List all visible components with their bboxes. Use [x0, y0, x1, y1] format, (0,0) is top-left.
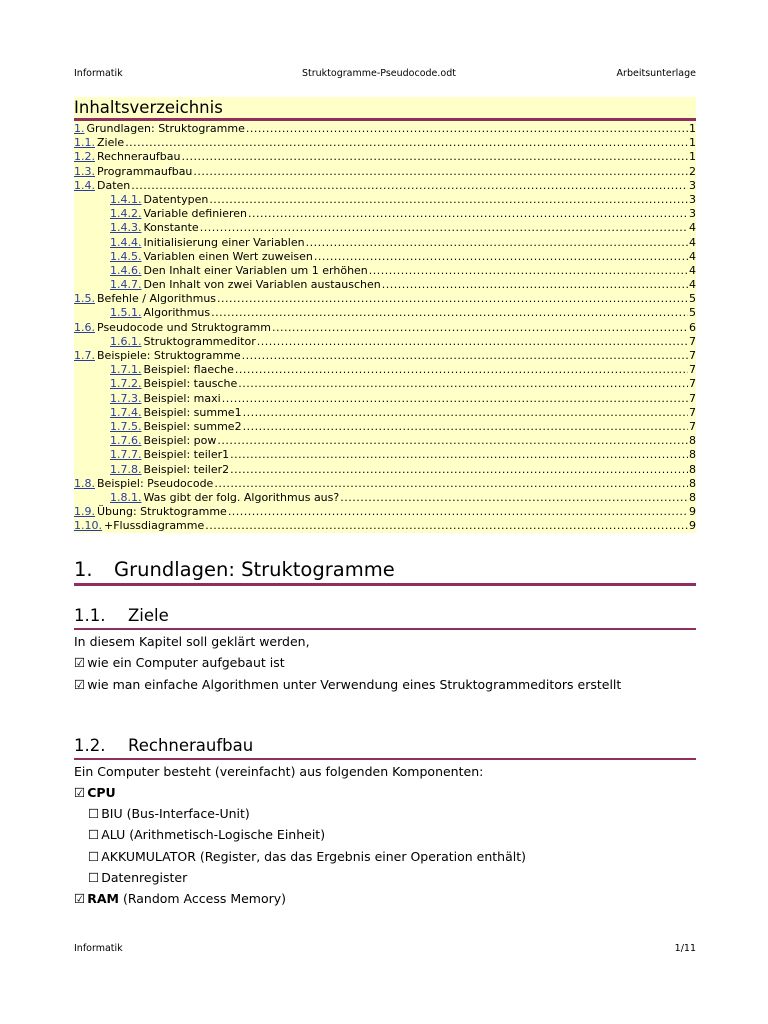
toc-leader-dots — [211, 306, 688, 320]
toc-entry-title[interactable]: Beispiel: summe1 — [143, 405, 242, 419]
page-number: 1/11 — [674, 943, 696, 954]
toc-leader-dots — [131, 179, 688, 193]
toc-entry-number[interactable]: 1.7. — [74, 349, 95, 362]
toc-leader-dots — [235, 363, 688, 377]
toc-entry[interactable] — [74, 491, 696, 505]
toc-entry-page[interactable]: 8 — [689, 490, 696, 504]
toc-entry-title[interactable]: +Flussdiagramme — [104, 519, 205, 533]
list-item — [74, 655, 285, 671]
section-number: 1.1. — [74, 606, 106, 625]
toc-leader-dots — [306, 236, 688, 250]
toc-entry[interactable] — [74, 392, 696, 406]
page-header — [74, 68, 696, 82]
cpu-label: CPU — [87, 785, 116, 800]
toc-entry-page[interactable]: 1 — [689, 136, 696, 150]
toc-entry[interactable] — [74, 477, 696, 491]
toc-entry-page[interactable]: 4 — [689, 249, 696, 263]
toc-entry-title[interactable]: Den Inhalt einer Variablen um 1 erhöhen — [143, 263, 368, 277]
section-number: 1.2. — [74, 736, 106, 755]
toc-entry[interactable] — [74, 420, 696, 434]
toc-entry-title[interactable]: Grundlagen: Struktogramme — [86, 122, 245, 135]
toc-entry-number[interactable]: 1.6. — [74, 320, 95, 334]
toc-leader-dots — [369, 264, 688, 278]
list-item — [88, 870, 187, 886]
toc-entry[interactable] — [74, 306, 696, 320]
toc-entry-title[interactable]: Variable definieren — [143, 207, 248, 221]
toc-entry-number[interactable]: 1.4.7. — [110, 278, 142, 292]
toc-leader-dots — [246, 122, 688, 136]
checked-box-icon: ☑ — [74, 891, 86, 906]
toc-leader-dots — [248, 207, 688, 221]
toc-leader-dots — [340, 491, 688, 505]
list-item — [88, 849, 526, 865]
toc-entry[interactable] — [74, 406, 696, 420]
toc-entry-number[interactable]: 1.2. — [74, 150, 95, 164]
toc-entry-number[interactable]: 1.4. — [74, 178, 95, 192]
toc-entry[interactable] — [74, 264, 696, 278]
toc-title: Inhaltsverzeichnis — [74, 97, 696, 121]
section-title: Grundlagen: Struktogramme — [114, 558, 395, 581]
toc-entry-title[interactable]: Initialisierung einer Variablen — [143, 235, 305, 249]
toc-leader-dots — [200, 221, 688, 235]
toc-entry-page[interactable]: 3 — [689, 178, 696, 192]
paragraph: In diesem Kapitel soll geklärt werden, — [74, 634, 310, 649]
toc-entry-number[interactable]: 1.9. — [74, 505, 95, 519]
list-item — [88, 827, 325, 843]
toc-entry-title[interactable]: Struktogrammeditor — [143, 334, 256, 348]
paragraph: Ein Computer besteht (vereinfacht) aus folgenden Komponenten: — [74, 764, 484, 779]
list-item-text: wie man einfache Algorithmen unter Verwendung eines Struktogrammeditors erstellt — [87, 677, 622, 692]
toc-entry-number[interactable]: 1.4.3. — [110, 221, 142, 235]
toc-leader-dots — [257, 335, 688, 349]
toc-leader-dots — [382, 278, 688, 292]
toc-entry-page[interactable]: 5 — [689, 306, 696, 320]
toc-entry-title[interactable]: Was gibt der folg. Algorithmus aus? — [143, 490, 340, 504]
toc-entry[interactable] — [74, 250, 696, 264]
toc-entry-page[interactable]: 8 — [689, 476, 696, 490]
toc-entry[interactable] — [74, 292, 696, 306]
toc-entry-number[interactable]: 1.5.1. — [110, 306, 142, 320]
toc-entry[interactable] — [74, 193, 696, 207]
toc-entry-title[interactable]: Ziele — [97, 136, 125, 150]
toc-entry[interactable] — [74, 221, 696, 235]
toc-entry-page[interactable]: 4 — [689, 221, 696, 235]
toc-entry-page[interactable]: 8 — [689, 462, 696, 476]
page-footer — [74, 943, 696, 957]
toc-entry-page[interactable]: 4 — [689, 235, 696, 249]
toc-entry[interactable] — [74, 377, 696, 391]
toc-entry-title[interactable]: Variablen einen Wert zuweisen — [143, 249, 313, 263]
toc-entry-number[interactable]: 1.7.7. — [110, 448, 142, 462]
toc-entry-number[interactable]: 1. — [74, 122, 85, 135]
toc-list — [74, 121, 696, 533]
toc-entry-title[interactable]: Algorithmus — [143, 306, 211, 320]
list-item-text: AKKUMULATOR (Register, das das Ergebnis einer Operation enthält) — [101, 849, 526, 864]
toc-entry-number[interactable]: 1.7.6. — [110, 434, 142, 448]
toc-entry-title[interactable]: Befehle / Algorithmus — [97, 292, 217, 306]
toc-entry-title[interactable]: Beispiel: summe2 — [143, 419, 242, 433]
section-title: Rechneraufbau — [128, 736, 254, 755]
toc-entry[interactable] — [74, 150, 696, 164]
toc-entry-title[interactable]: Beispiel: tausche — [143, 377, 238, 391]
list-item-text: Datenregister — [101, 870, 188, 885]
toc-leader-dots — [217, 292, 688, 306]
section-1-2-heading — [74, 735, 696, 760]
toc-entry-page[interactable]: 7 — [689, 334, 696, 348]
header-left: Informatik — [74, 68, 123, 79]
toc-entry-page[interactable]: 7 — [689, 377, 696, 391]
toc-leader-dots — [205, 519, 688, 533]
toc-entry-page[interactable]: 8 — [689, 434, 696, 448]
section-title: Ziele — [128, 606, 169, 625]
toc-leader-dots — [193, 165, 688, 179]
toc-entry[interactable] — [74, 463, 696, 477]
toc-leader-dots — [230, 448, 688, 462]
toc-entry-number[interactable]: 1.8. — [74, 476, 95, 490]
toc-entry-title[interactable]: Programmaufbau — [97, 164, 193, 178]
toc-entry-page[interactable]: 9 — [689, 519, 696, 533]
table-of-contents — [74, 97, 696, 533]
unchecked-box-icon: ☐ — [88, 827, 100, 842]
toc-entry-number[interactable]: 1.7.8. — [110, 462, 142, 476]
toc-entry-number[interactable]: 1.4.4. — [110, 235, 142, 249]
toc-entry-title[interactable]: Konstante — [143, 221, 199, 235]
toc-entry-number[interactable]: 1.8.1. — [110, 490, 142, 504]
section-number: 1. — [74, 558, 93, 581]
toc-entry-title[interactable]: Übung: Struktogramme — [97, 505, 227, 519]
toc-entry-title[interactable]: Datentypen — [143, 192, 209, 206]
toc-entry[interactable] — [74, 335, 696, 349]
toc-leader-dots — [242, 349, 688, 363]
toc-entry-page[interactable]: 4 — [689, 278, 696, 292]
list-item-ram — [74, 891, 286, 907]
toc-entry-title[interactable]: Rechneraufbau — [97, 150, 181, 164]
toc-entry-page[interactable]: 9 — [689, 505, 696, 519]
toc-entry-title[interactable]: Den Inhalt von zwei Variablen austauschen — [143, 278, 381, 292]
toc-entry-number[interactable]: 1.4.1. — [110, 192, 142, 206]
toc-entry[interactable] — [74, 136, 696, 150]
toc-entry-page[interactable]: 2 — [689, 164, 696, 178]
toc-entry[interactable] — [74, 278, 696, 292]
toc-entry-page[interactable]: 4 — [689, 263, 696, 277]
toc-entry[interactable] — [74, 349, 696, 363]
footer-left: Informatik — [74, 943, 123, 954]
toc-leader-dots — [272, 321, 688, 335]
toc-leader-dots — [217, 434, 688, 448]
toc-entry-page[interactable]: 7 — [689, 363, 696, 377]
toc-entry-page[interactable]: 3 — [689, 192, 696, 206]
toc-entry-title[interactable]: Daten — [97, 178, 131, 192]
list-item-text: ALU (Arithmetisch-Logische Einheit) — [101, 827, 326, 842]
header-right: Arbeitsunterlage — [616, 68, 696, 79]
toc-leader-dots — [314, 250, 688, 264]
toc-entry-title[interactable]: Beispiel: teiler2 — [143, 462, 230, 476]
toc-entry[interactable] — [74, 236, 696, 250]
toc-entry-title[interactable]: Beispiel: maxi — [143, 391, 221, 405]
toc-entry-page[interactable]: 7 — [689, 391, 696, 405]
toc-entry-number[interactable]: 1.7.3. — [110, 391, 142, 405]
unchecked-box-icon: ☐ — [88, 806, 100, 821]
checked-box-icon: ☑ — [74, 677, 86, 692]
header-center: Struktogramme-Pseudocode.odt — [302, 68, 456, 79]
checked-box-icon: ☑ — [74, 655, 86, 670]
toc-entry-number[interactable]: 1.7.4. — [110, 405, 142, 419]
list-item — [74, 677, 621, 693]
toc-entry[interactable] — [74, 179, 696, 193]
toc-entry-title[interactable]: Beispiele: Struktogramme — [97, 349, 241, 362]
toc-leader-dots — [222, 392, 688, 406]
toc-leader-dots — [238, 377, 688, 391]
toc-entry-page[interactable]: 7 — [689, 419, 696, 433]
toc-leader-dots — [125, 136, 688, 150]
toc-leader-dots — [243, 420, 688, 434]
toc-entry[interactable] — [74, 363, 696, 377]
unchecked-box-icon: ☐ — [88, 870, 100, 885]
toc-entry-title[interactable]: Beispiel: teiler1 — [143, 448, 230, 462]
ram-description: (Random Access Memory) — [122, 891, 287, 906]
toc-entry[interactable] — [74, 505, 696, 519]
toc-entry-number[interactable]: 1.3. — [74, 164, 95, 178]
toc-entry-number[interactable]: 1.4.5. — [110, 249, 142, 263]
toc-leader-dots — [214, 477, 688, 491]
list-item-cpu — [74, 785, 116, 801]
toc-leader-dots — [230, 463, 688, 477]
toc-entry-page[interactable]: 5 — [689, 292, 696, 306]
toc-entry-number[interactable]: 1.6.1. — [110, 334, 142, 348]
toc-entry-number[interactable]: 1.10. — [74, 519, 102, 533]
toc-entry[interactable] — [74, 519, 696, 533]
unchecked-box-icon: ☐ — [88, 849, 100, 864]
toc-entry-page[interactable]: 8 — [689, 448, 696, 462]
toc-leader-dots — [181, 150, 688, 164]
list-item-text: BIU (Bus-Interface-Unit) — [101, 806, 250, 821]
list-item-text: wie ein Computer aufgebaut ist — [87, 655, 285, 670]
list-item — [88, 806, 250, 822]
section-1-1-heading — [74, 605, 696, 630]
toc-entry-page[interactable]: 7 — [689, 349, 696, 362]
toc-leader-dots — [209, 193, 688, 207]
toc-entry[interactable] — [74, 448, 696, 462]
toc-entry[interactable] — [74, 122, 696, 136]
toc-entry[interactable] — [74, 434, 696, 448]
checked-box-icon: ☑ — [74, 785, 86, 800]
toc-entry[interactable] — [74, 321, 696, 335]
toc-entry-number[interactable]: 1.7.5. — [110, 419, 142, 433]
toc-entry-number[interactable]: 1.7.1. — [110, 363, 142, 377]
toc-entry-page[interactable]: 1 — [689, 150, 696, 164]
toc-entry[interactable] — [74, 207, 696, 221]
toc-entry-title[interactable]: Pseudocode und Struktogramm — [97, 320, 271, 334]
toc-entry-title[interactable]: Beispiel: flaeche — [143, 363, 234, 377]
toc-entry-title[interactable]: Beispiel: pow — [143, 434, 217, 448]
toc-entry-page[interactable]: 3 — [689, 207, 696, 221]
toc-entry-page[interactable]: 1 — [689, 122, 696, 135]
toc-entry-page[interactable]: 7 — [689, 405, 696, 419]
toc-entry[interactable] — [74, 165, 696, 179]
toc-leader-dots — [228, 505, 688, 519]
toc-leader-dots — [243, 406, 688, 420]
toc-entry-number[interactable]: 1.5. — [74, 292, 95, 306]
toc-entry-number[interactable]: 1.7.2. — [110, 377, 142, 391]
section-1-heading — [74, 558, 696, 586]
toc-entry-page[interactable]: 6 — [689, 320, 696, 334]
toc-entry-number[interactable]: 1.1. — [74, 136, 95, 150]
toc-entry-title[interactable]: Beispiel: Pseudocode — [97, 476, 214, 490]
ram-label: RAM — [87, 891, 119, 906]
toc-entry-number[interactable]: 1.4.2. — [110, 207, 142, 221]
document-page — [74, 0, 696, 1024]
toc-entry-number[interactable]: 1.4.6. — [110, 263, 142, 277]
